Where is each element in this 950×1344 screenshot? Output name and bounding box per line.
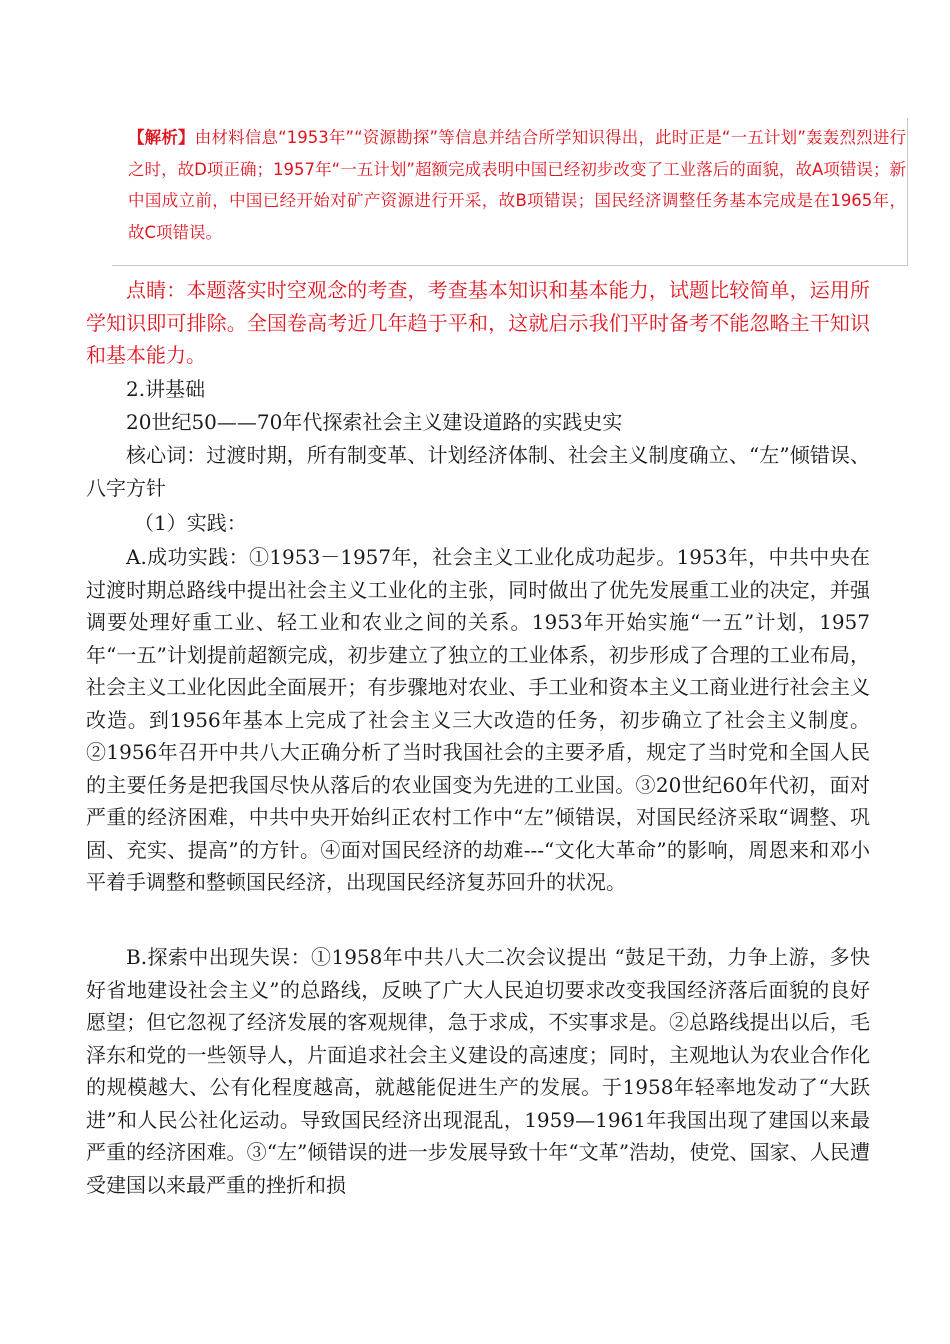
- paragraph-b: B.探索中出现失误：①1958年中共八大二次会议提出 “鼓足干劲，力争上游，多快好省地建设社会主义”的总路线，反映了广大人民迫切要求改变我国经济落后面貌的良好愿望；但它忽视了经济发展的客观规律，急于求成，不实事求是。②总路线提出以后，毛泽东和党的一些领导人，片面追求社会主义建设的高速度；同时，主观地认为农业合作化的规模越大、公有化程度越高，就越能促进生产的发展。于1958年轻率地发动了“大跃进”和人民公社化运动。导致国民经济出现混乱，1959—1961年我国出现了建国以来最严重的经济困难。③“左”倾错误的进一步发展导致十年“文革”浩劫，使党、国家、人民遭受建国以来最严重的挫折和损: [86, 945, 870, 1197]
- section-subtitle: 20世纪50——70年代探索社会主义建设道路的实践史实: [126, 410, 623, 434]
- dianjing-paragraph: 点睛：本题落实时空观念的考查，考查基本知识和基本能力，试题比较简单，运用所学知识即可排除。全国卷高考近几年趋于平和，这就启示我们平时备考不能忽略主干知识和基本能力。: [86, 278, 870, 367]
- section-title: 2.讲基础: [126, 377, 206, 401]
- analysis-paragraph: [128, 122, 906, 248]
- analysis-body: 由材料信息“1953年”“资源勘探”等信息并结合所学知识得出，此时正是“一五计划”轰轰烈烈进行之时，故D项正确；1957年“一五计划”超额完成表明中国已经初步改变了工业落后的面貌，故A项错误；新中国成立前，中国已经开始对矿产资源进行开采，故B项错误；国民经济调整任务基本完成是在1965年，故C项错误。: [128, 128, 907, 242]
- analysis-label: 【解析】: [128, 128, 195, 147]
- keywords-paragraph: 核心词：过渡时期，所有制变革、计划经济体制、社会主义制度确立、“左”倾错误、八字方针: [86, 443, 870, 500]
- paragraph-a: A.成功实践：①1953－1957年，社会主义工业化成功起步。1953年，中共中央在过渡时期总路线中提出社会主义工业化的主张，同时做出了优先发展重工业的决定，并强调要处理好重工业、轻工业和农业之间的关系。1953年开始实施“一五”计划，1957年“一五”计划提前超额完成，初步建立了独立的工业体系，初步形成了合理的工业布局，社会主义工业化因此全面展开；有步骤地对农业、手工业和资本主义工商业进行社会主义改造。到1956年基本上完成了社会主义三大改造的任务，初步确立了社会主义制度。②1956年召开中共八大正确分析了当时我国社会的主要矛盾，规定了当时党和全国人民的主要任务是把我国尽快从落后的农业国变为先进的工业国。③20世纪60年代初，面对严重的经济困难，中共中央开始纠正农村工作中“左”倾错误，对国民经济采取“调整、巩固、充实、提高”的方针。④面对国民经济的劫难---“文化大革命”的影响，周恩来和邓小平着手调整和整顿国民经济，出现国民经济复苏回升的状况。: [86, 545, 870, 894]
- practice-heading: （1）实践：: [134, 511, 247, 535]
